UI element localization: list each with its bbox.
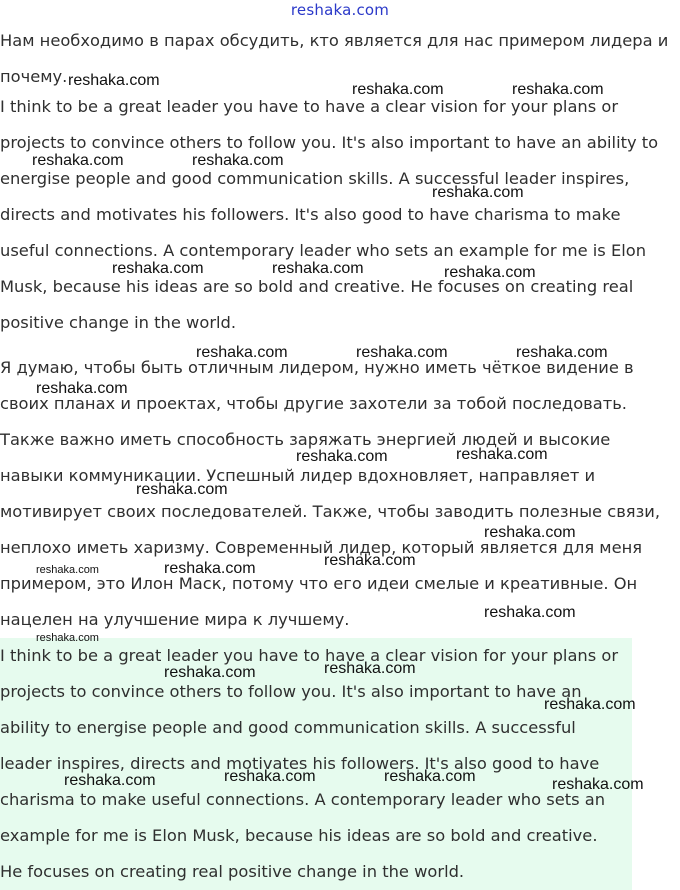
watermark: reshaka.com [444, 264, 536, 281]
watermark: reshaka.com [164, 560, 256, 577]
watermark: reshaka.com [224, 768, 316, 785]
task-question: Нам необходимо в парах обсудить, кто является для нас примером лидера и почему. [0, 31, 669, 86]
watermark: reshaka.com [544, 696, 636, 713]
site-header-link[interactable]: reshaka.com [290, 1, 390, 19]
watermark: reshaka.com [36, 632, 99, 644]
paragraph-russian: Я думаю, чтобы быть отличным лидером, нужно иметь чёткое видение в своих планах и проектах, чтобы другие захотели за тобой последовать. Также важно иметь способность заряжать энергией людей и высокие навыки коммуникации. Успешный лидер вдохновляет, направляет и мотивирует своих последователей. Также, чтобы заводить полезные связи, неплохо иметь харизму. Современный лидер, который является для меня примером, это Илон Маск, потому что его идеи смелые и креативные. Он нацелен на улучшение мира к лучшему. [0, 358, 661, 629]
answer-text: I think to be a great leader you have to have a clear vision for your plans or projects to convince others to follow you. It's also important to have an ability to energise people and good communication skills. A successful leader inspires, directs and motivates his followers. It's also good to have charisma to make useful connections. A contemporary leader who sets an example for me is Elon Musk, because his ideas are so bold and creative. He focuses on creating real positive change in the world. [0, 646, 619, 881]
watermark: reshaka.com [432, 184, 524, 201]
watermark: reshaka.com [192, 152, 284, 169]
watermark: reshaka.com [164, 664, 256, 681]
watermark: reshaka.com [136, 481, 228, 498]
watermark: reshaka.com [384, 768, 476, 785]
watermark: reshaka.com [272, 260, 364, 277]
watermark: reshaka.com [516, 344, 608, 361]
watermark: reshaka.com [324, 660, 416, 677]
watermark: reshaka.com [456, 446, 548, 463]
watermark: reshaka.com [68, 72, 160, 89]
watermark: reshaka.com [36, 380, 128, 397]
watermark: reshaka.com [196, 344, 288, 361]
paragraph-english: I think to be a great leader you have to have a clear vision for your plans or projects to convince others to follow you. It's also important to have an ability to energise people and good communication skills. A successful leader inspires, directs and motivates his followers. It's also good to have charisma to make useful connections. A contemporary leader who sets an example for me is Elon Musk, because his ideas are so bold and creative. He focuses on creating real positive change in the world. [0, 97, 659, 332]
watermark: reshaka.com [36, 564, 99, 576]
watermark: reshaka.com [64, 772, 156, 789]
watermark: reshaka.com [32, 152, 124, 169]
watermark: reshaka.com [112, 260, 204, 277]
watermark: reshaka.com [352, 81, 444, 98]
watermark: reshaka.com [484, 524, 576, 541]
watermark: reshaka.com [324, 552, 416, 569]
watermark: reshaka.com [296, 448, 388, 465]
watermark: reshaka.com [552, 776, 644, 793]
watermark: reshaka.com [356, 344, 448, 361]
watermark: reshaka.com [484, 604, 576, 621]
watermark: reshaka.com [512, 81, 604, 98]
